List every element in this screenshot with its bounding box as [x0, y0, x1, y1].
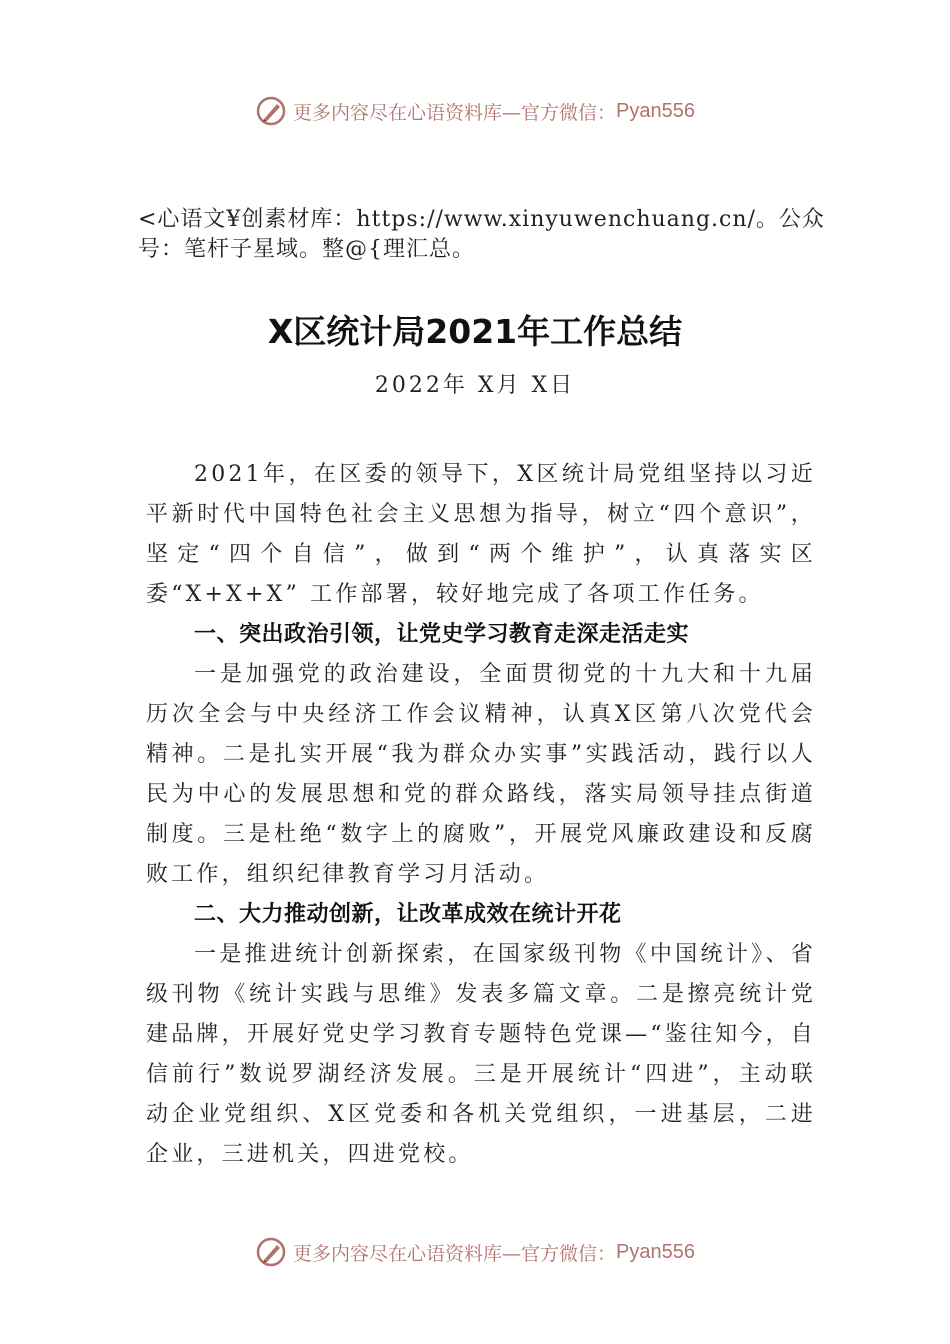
document-title: X区统计局2021年工作总结 [267, 312, 683, 351]
watermark-text: 更多内容尽在心语资料库—官方微信： [293, 101, 617, 124]
document-body [146, 455, 816, 1175]
watermark-id: Pyan556 [616, 1240, 695, 1263]
watermark-footer [0, 1236, 950, 1268]
watermark-id: Pyan556 [616, 99, 695, 122]
document-date: 2022年 X月 X日 [374, 373, 576, 398]
pen-logo-icon [255, 95, 287, 127]
section-2-paragraph: 一是推进统计创新探索，在国家级刊物《中国统计》、省级刊物《统计实践与思维》发表多篇文章。二是擦亮统计党建品牌，开展好党史学习教育专题特色党课—“鉴往知今，自信前行”数说罗湖经济发展。三是开展统计“四进”，主动联动企业党组织、X区党委和各机关党组织，一进基层，二进企业，三进机关，四进党校。 [146, 942, 816, 1167]
section-1-paragraph: 一是加强党的政治建设，全面贯彻党的十九大和十九届历次全会与中央经济工作会议精神，认真X区第八次党代会精神。二是扎实开展“我为群众办实事”实践活动，践行以人民为中心的发展思想和党的群众路线，落实局领导挂点街道制度。三是杜绝“数字上的腐败”，开展党风廉政建设和反腐败工作，组织纪律教育学习月活动。 [146, 662, 816, 887]
section-heading-1: 一、突出政治引领，让党史学习教育走深走活走实 [194, 622, 690, 647]
pen-logo-icon [255, 1236, 287, 1268]
watermark-text: 更多内容尽在心语资料库—官方微信： [293, 1242, 617, 1265]
watermark-header [0, 95, 950, 127]
intro-paragraph: 2021年，在区委的领导下，X区统计局党组坚持以习近平新时代中国特色社会主义思想为指导，树立“四个意识”，坚定“四个自信”，做到“两个维护”，认真落实区委“X+X+X” 工作部署，较好地完成了各项工作任务。 [146, 462, 816, 607]
source-note: <心语文¥创素材库：https://www.xinyuwenchuang.cn/。公众号：笔杆子星域。整@{理汇总。 [138, 207, 825, 262]
section-heading-2: 二、大力推动创新，让改革成效在统计开花 [194, 902, 622, 927]
